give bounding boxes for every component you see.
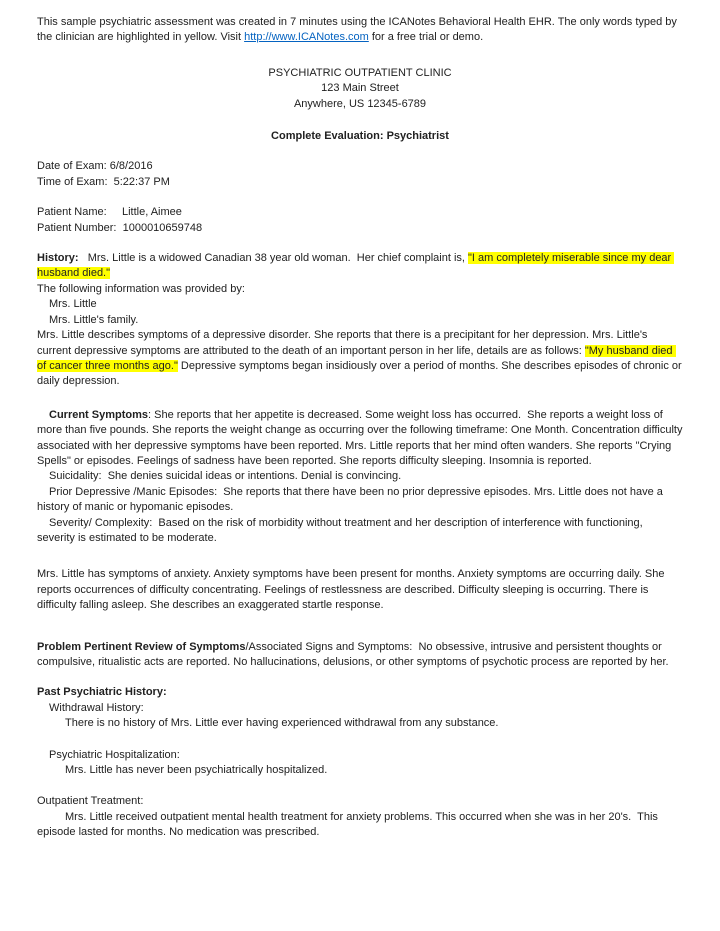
text-run: Mrs. Little is a widowed Canadian 38 year old woman. Her chief complaint is,: [78, 252, 469, 265]
outpatient-treatment-label: Outpatient Treatment:: [37, 795, 144, 808]
patient-name: Patient Name: Little, Aimee: [37, 206, 182, 219]
text-run: /Associated Signs and Symptoms: No obsessive, intrusive and persistent thoughts or compulsive, ritualistic acts are reported. No hallucinations, delusions, or other symptoms of psychotic process are reported by her.: [37, 640, 669, 668]
text-run: Current Symptoms: [49, 408, 149, 421]
highlighted-text: "My husband died of cancer three months ago.": [37, 344, 676, 372]
history-section: [37, 251, 683, 390]
history-chief-complaint: [37, 251, 683, 282]
history-source: Mrs. Little: [49, 298, 97, 311]
document-title: Complete Evaluation: Psychiatrist: [271, 130, 449, 143]
past-psychiatric-history-heading: Past Psychiatric History:: [37, 686, 167, 699]
prior-episodes-paragraph: Prior Depressive /Manic Episodes: She reports that there have been no prior depressive episodes. Mrs. Little does not have a history of manic or hypomanic episodes.: [37, 485, 666, 514]
text-run: History:: [37, 252, 79, 265]
withdrawal-history-body: There is no history of Mrs. Little ever having experienced withdrawal from any substance.: [65, 717, 499, 730]
severity-paragraph: Severity/ Complexity: Based on the risk of morbidity without treatment and her description of interference with functioning, severity is estimated to be moderate.: [37, 516, 646, 544]
exam-info: [37, 159, 683, 190]
past-psychiatric-history-section: [37, 685, 683, 840]
patient-info: [37, 205, 683, 236]
exam-date: Date of Exam: 6/8/2016: [37, 160, 153, 173]
withdrawal-history-label: Withdrawal History:: [49, 701, 144, 714]
clinic-header: [37, 66, 683, 112]
history-depression-description: [37, 328, 683, 390]
clinic-name: PSYCHIATRIC OUTPATIENT CLINIC: [268, 66, 452, 79]
intro-note: [37, 15, 683, 46]
suicidality-paragraph: Suicidality: She denies suicidal ideas or intentions. Denial is convincing.: [49, 470, 402, 483]
hospitalization-body: Mrs. Little has never been psychiatrically hospitalized.: [65, 764, 328, 777]
text-run: Mrs. Little describes symptoms of a depressive disorder. She reports that there is a precipitant for her depression. Mrs. Little's current depressive symptoms are attributed to the death of an important person in her life, details are as follows:: [37, 329, 651, 357]
highlighted-text: "I am completely miserable since my dear husband died.": [37, 252, 675, 280]
review-of-symptoms-paragraph: [37, 640, 683, 671]
clinic-street: 123 Main Street: [321, 82, 399, 95]
anxiety-paragraph: Mrs. Little has symptoms of anxiety. Anxiety symptoms have been present for months. Anxiety symptoms are occurring daily. She reports occurrences of difficulty concentrating. Feelings of restlessness are described. Difficulty sleeping is occurring. There is difficulty falling asleep. She describes an exaggerated startle response.: [37, 568, 668, 612]
patient-number: Patient Number: 1000010659748: [37, 221, 203, 234]
clinic-city: Anywhere, US 12345-6789: [293, 97, 427, 110]
exam-time: Time of Exam: 5:22:37 PM: [37, 175, 170, 188]
text-run: : She reports that her appetite is decreased. Some weight loss has occurred. She reports a weight loss of more than five pounds. She reports the weight change as occurring over the following timeframe: One Month. Concentration difficulty associated with her depressive symptoms have been reported. Mrs. Little reports that her mind often wanders. She reports "Crying Spells" or episodes. Feelings of sadness have been reported. She reports difficulty sleeping. Insomnia is reported.: [37, 408, 686, 467]
outpatient-treatment-body: Mrs. Little received outpatient mental health treatment for anxiety problems. This occurred when she was in her 20's. This episode lasted for months. No medication was prescribed.: [37, 810, 661, 839]
history-provided-by: The following information was provided by:: [37, 282, 245, 295]
text-run: for a free trial or demo.: [368, 31, 484, 44]
text-run: Depressive symptoms began insidiously over a period of months. She describes episodes of chronic or daily depression.: [37, 359, 685, 388]
text-run: This sample psychiatric assessment was created in 7 minutes using the ICANotes Behavioral Health EHR. The only words typed by the clinician are highlighted in yellow. Visit: [37, 16, 680, 44]
text-run: Problem Pertinent Review of Symptoms: [37, 640, 246, 653]
current-symptoms-section: [37, 408, 686, 547]
icanotes-link[interactable]: http://www.ICANotes.com: [244, 31, 369, 44]
history-source: Mrs. Little's family.: [49, 313, 139, 326]
current-symptoms-paragraph: [37, 408, 686, 470]
hospitalization-label: Psychiatric Hospitalization:: [49, 748, 180, 761]
